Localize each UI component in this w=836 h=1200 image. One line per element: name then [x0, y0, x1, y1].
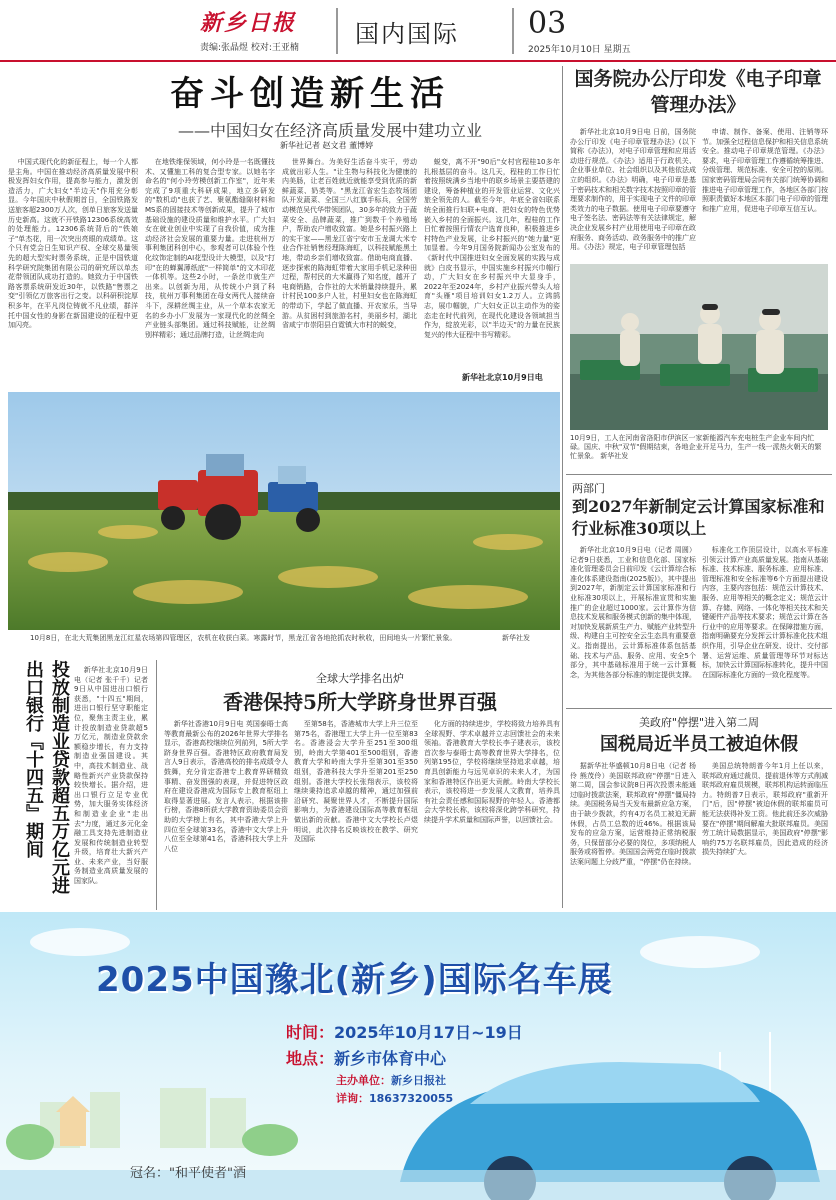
office-story-column: 新华社北京10月9日电 日前，国务院办公厅印发《电子印章管理办法》(以下简称《办法》)，对电子印章管理和应用活动进行规范。《办法》适用于行政机关、企业事业单位、社会组织以及其他依法成立的组织。《办法》明确，电子印章是基于密码技术和相关数字技术按照印章的管理要求制作的，用于实现电子文件的印章类效力的电子数据。使用电子印章要遵守电子签名法、密码法等有关法律规定，解决企业发展乡村产业用使用电子印章在政府服务、商务活动、政务服务中的推广应用。《办法》规定，电子印章管理包括 [570, 128, 696, 252]
car-show-title: 2025中国豫北(新乡)国际名车展 [96, 960, 613, 1000]
section-title: 国内国际 [355, 20, 459, 48]
farm-harvest-photo [8, 392, 560, 630]
event-place: 地点：新乡市体育中心 [286, 1049, 447, 1068]
section-rule [566, 708, 832, 709]
sponsor-line: 冠名："和平使者"酒 [130, 1166, 246, 1181]
office-story-column: 申请、制作、备案、使用、注销等环节。加强全过程信息保护和相关信息系统安全。推动电子印章规范管理。《办法》要求，电子印章管理工作遵循统筹推进、分级管理、规范标准、安全可控的原则。国家密码管理局会同有关部门统筹协调和推进电子印章管理工作，各地区各部门按照职责做好本地区本部门电子印章的管理和推广应用，促进电子印章互信互认。 [702, 128, 828, 213]
event-host: 主办单位：新乡日报社 [336, 1074, 446, 1087]
event-time: 时间：2025年10月17日~19日 [286, 1023, 523, 1042]
main-story-dateline: 新华社北京10月9日电 [462, 373, 543, 382]
main-subheadline: ——中国妇女在经济高质量发展中建功立业 [177, 121, 482, 140]
masthead-divider [512, 8, 514, 54]
us-headline: 国税局近半员工被迫休假 [600, 734, 798, 755]
hk-kicker: 全球大学排名出炉 [316, 672, 404, 685]
event-phone: 详询：18637320055 [336, 1092, 454, 1105]
main-headline: 奋斗创造新生活 [170, 74, 450, 114]
us-story-column: 据新华社华盛顿10月8日电（记者 杨伶 熊茂伶）美国联邦政府"停摆"日进入第二周，国会参议院8日再次投票未能通过临时拨款法案，联邦政府"停摆"僵局持续。美国税务局当天发布最新应急方案，由于缺少拨款，约有4万名员工被迫无薪休假，占员工总数的近46%。根据该局发布的应急方案，运营维持正常纳税服务，只保留部分必要的岗位，多项纳税人服务或将暂停。美国国会两党在临时拨款法案问题上分歧严重，"停摆"仍在持续。 [570, 762, 696, 866]
hk-story-column: 至第58名，香港城市大学上升三位至第75名，香港理工大学上升一位至第83名。香港浸会大学升至251至300组别，岭南大学第401至500组别，香港教育大学和岭南大学升至第301至350组别，香港科技大学升至第201至250组别。香港大学校长张翔表示，该校将继续秉持追求卓越的精神，通过加强前沿研究、凝聚世界人才，不断提升国际影响力，为香港建设国际高等教育枢纽做出新的贡献。香港中文大学校长卢煜明说，此次排名反映该校在教学、研究及国际 [294, 720, 418, 844]
cloud-story-column: 标准化工作顶层设计，以高水平标准引领云计算产业高质量发展。指南从基础标准、技术标准、服务标准、应用标准、管理标准和安全标准等6个方面提出建设内容，主要内容包括：规范云计算技术、服务、应用等相关的概念定义；规范云计算、存储、网络、一体化等相关技术和关键硬件产品等技术要求；规范云计算在各行业中的应用等要求。在保障措施方面，指南明确要充分发挥云计算标准化技术组织作用，引导企业在研发、设计、交付部署、运营运维、质量管理等环节对标达标，加快云计算国际标准转化，提升中国在国际标准化方面的一致化程度等。 [702, 546, 828, 679]
masthead [0, 0, 836, 62]
factory-workers-photo [570, 264, 828, 430]
main-story-column: 中国式现代化的新征程上，每一个人都是主角。中国在推动经济高质量发展中积极发挥妇女作用，提高参与能力，激发创造活力，广大妇女"半边天"作用充分彰显。今年国庆中秋假期首日，全国铁路发送旅客超2300万人次，创单日旅客发送量历史新高。这就不开铁路12306系统高效的处理能力。12306系统背后的"铁娘子"单杰花，用一次突出亮眼的成绩单。这个只有党会日生知识产权、全球交易量领先的超大型实时票务系统，正是中国铁道科学研究院集团有限公司的研究所以单杰花带领团队成功打造的。她致力于中国铁路客票系统研发近30年，以铁路"售票之变"引领亿万旅客出行之变。以科研积淀厚积多年，在平凡岗位铸就不凡业绩，群洋托中国女性的身影在新国建设的征程中更加闪亮。 [8, 158, 138, 330]
loans-story-text: 新华社北京10月9日电（记者 张千千）记者9日从中国进出口银行获悉，"十四五"期间，进出口银行坚守职能定位，聚焦主责主业，累计投放制造业贷款超5万亿元，制造业贷款余额稳步增长，有力支持制造业强国建设。其中，高技术制造业、战略性新兴产业贷款保持较快增长。据介绍，进出口银行立足专业优势，加大服务实体经济和制造业企业"走出去"力度，通过多元化金融工具支持先进制造业发展和传统制造业转型升级，培育壮大新兴产业、未来产业，当好服务制造业高质量发展的国家队。 [74, 666, 148, 886]
section-rule [566, 474, 832, 475]
masthead-divider [336, 8, 338, 54]
office-headline: 国务院办公厅印发《电子印章管理办法》 [574, 68, 822, 116]
page-number: 03 [528, 6, 567, 41]
main-story-column: 蜕变，离不开"90后"女村官程桂10多年扎根基层的奋斗。这几天，程桂的工作日忙着按照统满乡当地中的联乡场景主要搭建的建设，筹备种植业的开发管业运营、文化兴旅全领先的人。截至今年，年底全省妇联系统全面推行妇联+电商、把妇女的特色优势嵌入乡村的全面振兴。这几年，程桂的工作日忙着按照行情农户选育良种，积极推进乡村特色产业发展，让乡村振兴的"她力量"更加显着。今年9月国务院新闻办公室发布的《新时代中国推进妇女全面发展的实践与成就》白皮书显示，中国实施乡村振兴巾帼行动，广大妇女在乡村振兴中大显身手，2022年至2024年，乡村产业振兴带头人培育"头雁"项目培训妇女1.2万人。立鸿鹄志，展巾帼貌，广大妇女正以主动作为的姿态走在时代前列，在现代化建设各领域担当作为，绽放光彩，以"半边天"的力量在民族复兴的伟大征程中书写精彩。 [424, 158, 560, 339]
factory-photo-caption: 10月9日，工人在河南省洛阳市伊滨区一家新能源汽车充电桩生产企业车间内忙碌。国庆、中秋"双节"假期结束，各地企业开足马力，生产一线一派热火朝天的繁忙景象。 新华社发 [570, 434, 822, 460]
page-date: 2025年10月10日 星期五 [528, 45, 631, 55]
newspaper-logo: 新乡日报 [200, 10, 297, 36]
editors-line: 责编:张晶煜 校对:王亚楠 [200, 43, 299, 53]
farm-photo-caption: 10月8日，在北大荒集团黑龙江红星农场第四管理区，农机在收获白菜。寒露时节，黑龙江省各地抢抓农时秋收，田间地头一片繁忙景象。 新华社发 [30, 634, 530, 642]
us-kicker: 美政府"停摆"进入第二周 [638, 716, 760, 729]
column-divider [156, 660, 157, 910]
main-story-column: 在地铁维保领域，何小玲是一名既懂技术、又懂施工科的复合型专家。以她名字命名的"何小玲劳模创新工作室"，近年来完成了9项重大科研成果，地立多研发的"数机动"也获了艺、聚氨酯缝隙材料和MS系的固接技术等创新成果，提升了城市基础设施的建设质量和维护水平。广大妇女在就业创业中实现了自我价值，成为推动经济社会发展的重要力量。走进杭州万事利集团科创中心，参观者可以体验个性化纹饰定制的AI花型设计大模型，以及"打印"在的蝉翼薄纸底"一样简单"的文木印花一体机等。这些2小时，一条丝巾就生产出来。以创新为用，从传统小户到了科技，杭州万事利集团在母女两代人接续奋斗下，深耕丝绸主业，从一个草本农家无名的乡办小厂发展为一家现代化的丝绸全产业链头部集团。通过科技赋能，让丝绸别样精彩；通过品牌打造，让丝绸走向 [145, 158, 275, 339]
column-divider [562, 66, 563, 908]
us-story-column: 美国总统特朗普今年1月上任以来，联邦政府通过裁员、提前退休等方式削减联邦政府雇员规模，联邦机构运转面临压力。特朗普7日表示，联邦政府"重新开门"后，因"停摆"被迫休假的联邦雇员可能无法获得补发工资。他此前还多次威胁要在"停摆"期间解雇大批联邦雇员。美国劳工统计局数据显示，美国政府"停摆"影响约75万名联邦雇员，因此造成的经济损失持续扩大。 [702, 762, 828, 857]
cloud-kicker: 两部门 [572, 482, 605, 495]
hk-story-column: 化方面的持续进步，学校将致力培养具有全球视野、学术卓越并立志回馈社会的未来领袖。香港教育大学校长李子建表示，该校首次参与泰晤士高等教育世界大学排名，位列第195位，学校将继续坚持追求卓越，培育具创新能力与远见卓识的未来人才，为国家和香港特区作出更大贡献。岭南大学校长表示，该校将进一步发展人文教育，培养具有社会责任感和国际视野的年轻人。香港都会大学校长称，该校将深化跨学科研究，持续提升学术质量和国际声誉，以回馈社会。 [424, 720, 560, 824]
main-story-column: 世界舞台。为美好生活奋斗实干，劳动成就出彩人生。"让生物与科技化为健康的内美肠，让老百姓就近就能享受到优质的新鲜蔬菜、奶类等。"黑龙江省宏生态牧场团队开发蔬菜、全国三八红旗手标兵，全国劳动模范吴代华带领团队，30多年的致力于蔬菜安全、品牌蔬菜，推广到数千个养殖场户，帮助农户增收致富。她是乡村振兴路上的实干家——黑龙江省宁安市玉龙调大米专业合作社销售经理陈海虹，以科技赋能黑土地，带动乡亲们增收致富。借助电商直播、逐步探索的陈海虹带着大家用手机记录种田过程，帮村民的大米赢得了知名度，越开了电商销路，合作社的大米销量持续提升，累计村民100多户人社，村里妇女也在陈海虹的带动下，学起了做直播、开农家乐，当导游。从贫困村到旅游名村，美丽乡村，湖北省咸宁市崇阳县白霓镇大市村的蜕变， [282, 158, 417, 330]
hk-story-column: 新华社香港10月9日电 英国泰晤士高等教育最新公布的2026年世界大学排名显示，香港高校继续位列前列，5所大学跻身世界百强。香港特区政府教育局发言人9日表示，香港高校的排名成绩令人鼓舞，充分肯定香港专上教育界研精致事精、奋发图强的表现，并促进特区政府在建设香港成为国际专上教育枢纽上取得显著进展。发言人表示，根据该排行榜，香港8所获大学教育资助委员会资助的大学榜上有名，其中香港大学上升四位至全球第33名，香港中文大学上升八位至全球第41名，香港科技大学上升八位 [164, 720, 288, 853]
hk-headline: 香港保持5所大学跻身世界百强 [223, 690, 497, 714]
cloud-story-column: 新华社北京10月9日电（记者 周圆）记者9日获悉，工业和信息化部、国家标准化管理委员会日前印发《云计算综合标准化体系建设指南(2025版)》，其中提出到2027年，新制定云计算国家标准和行业标准30项以上，开展标准宣贯和实施推广的企业超过1000家。云计算作为信息技术发展和服务模式创新的集中体现，对加快发展新质生产力、赋能产业转型升级、构建自主可控安全云生态具有重要意义。指南提出，云计算标准体系包括基础、技术与产品、服务、应用、安全5个部分，其中基础标准用于统一云计算概念，为其他各部分标准的制定提供支撑。 [570, 546, 696, 679]
loans-headline: 投放制造业贷款超五万亿元进出口银行『十四五』期间 [23, 660, 70, 894]
cloud-headline: 到2027年新制定云计算国家标准和行业标准30项以上 [572, 497, 825, 538]
main-byline: 新华社记者 赵文君 董博婷 [280, 141, 374, 150]
car-show-banner [0, 912, 836, 1200]
